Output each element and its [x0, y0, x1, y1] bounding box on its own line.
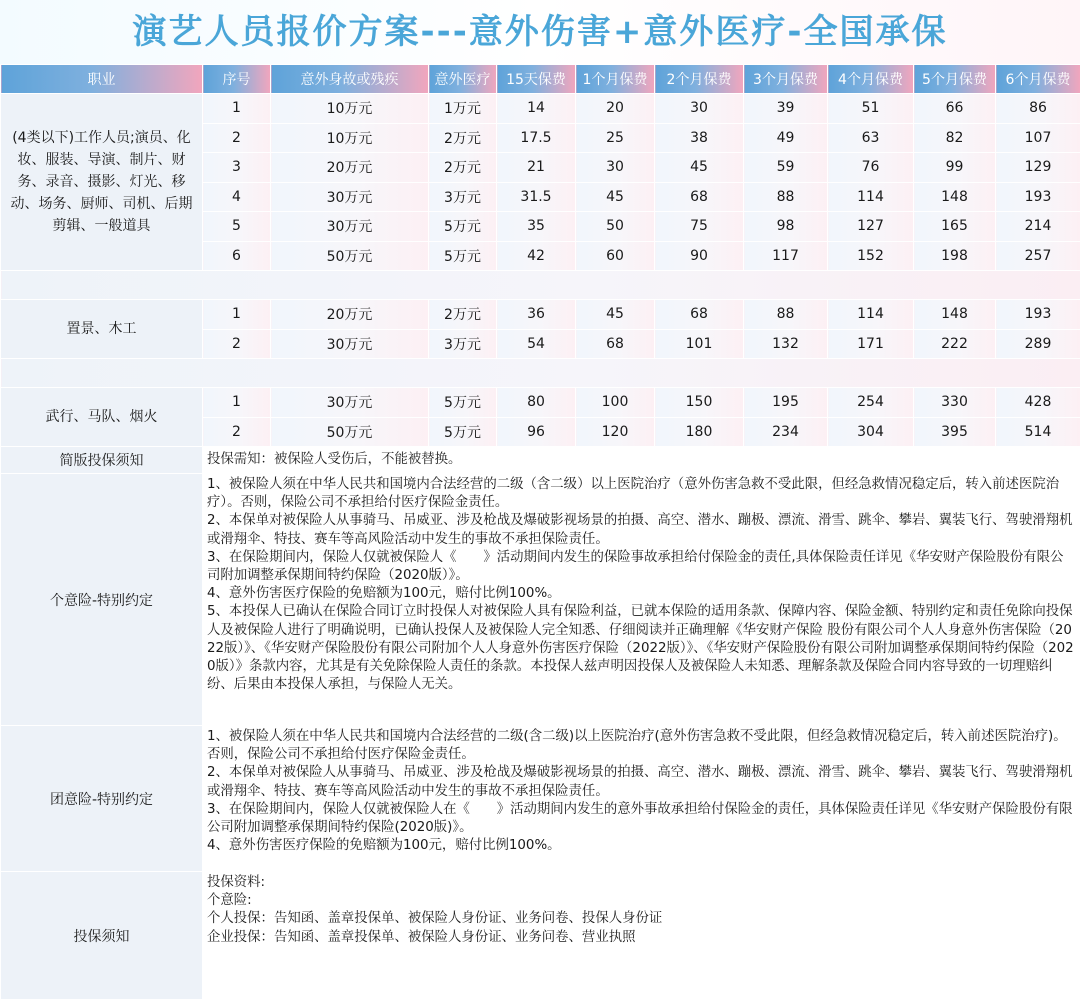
premium-5-months: 99: [914, 153, 996, 183]
medical-cell: 2万元: [429, 153, 497, 183]
row-index: 6: [203, 241, 271, 271]
death-disability-cell: 30万元: [271, 182, 429, 212]
premium-1-month: 30: [576, 153, 655, 183]
premium-15-days: 54: [497, 329, 576, 359]
note-line: 投保资料:: [207, 875, 266, 890]
note-line: 2、本保单对被保险人从事骑马、吊威亚、涉及枪战及爆破影视场景的拍摄、高空、潜水、蹦极、漂流、滑雪、跳伞、攀岩、翼装飞行、驾驶滑翔机或滑翔伞、特技、赛车等高风险活动中发生的事故不承担保险责任。: [207, 765, 1073, 799]
premium-3-months: 59: [744, 153, 828, 183]
death-disability-cell: 30万元: [271, 329, 429, 359]
premium-6-months: 129: [996, 153, 1080, 183]
premium-6-months: 428: [996, 388, 1080, 418]
spacer-cell: [1, 359, 1080, 388]
table-row: [1, 94, 1080, 124]
premium-2-months: 75: [655, 212, 744, 242]
group-special-terms-content: [203, 726, 1080, 872]
header-index: 序号: [203, 65, 271, 94]
premium-15-days: 14: [497, 94, 576, 124]
premium-3-months: 234: [744, 417, 828, 447]
death-disability-cell: 10万元: [271, 123, 429, 153]
premium-5-months: 198: [914, 241, 996, 271]
premium-3-months: 88: [744, 182, 828, 212]
table-row: [1, 388, 1080, 418]
premium-5-months: 148: [914, 182, 996, 212]
header-5-months: 5个月保费: [914, 65, 996, 94]
premium-3-months: 117: [744, 241, 828, 271]
death-disability-cell: 20万元: [271, 153, 429, 183]
premium-6-months: 86: [996, 94, 1080, 124]
note-line: 5、本投保人已确认在保险合同订立时投保人对被保险人具有保险利益，已就本保险的适用条款、保障内容、保险金额、特别约定和责任免除向投保人及被保险人进行了明确说明，已确认投保人及被保险人完全知悉、仔细阅读并正确理解《华安财产保险 股份有限公司个人人身意外伤害保险（2022版）》、《华安财产保险股份有限公司附加个人人身意外伤害医疗保险（2022版）》、《华安财产保险股份有限公司附加调整承保期间特约保险（2020版）》条款内容，尤其是有关免除保险人责任的条款。本投保人兹声明因投保人及被保险人未知悉、理解条款及保险合同内容导致的一切理赔纠纷、后果由本投保人承担，与保险人无关。: [207, 604, 1074, 693]
premium-5-months: 395: [914, 417, 996, 447]
spacer-row: [1, 359, 1080, 388]
premium-2-months: 45: [655, 153, 744, 183]
premium-15-days: 31.5: [497, 182, 576, 212]
premium-1-month: 50: [576, 212, 655, 242]
premium-2-months: 180: [655, 417, 744, 447]
brief-notice-content: [203, 447, 1080, 474]
premium-15-days: 21: [497, 153, 576, 183]
premium-2-months: 38: [655, 123, 744, 153]
premium-4-months: 76: [828, 153, 914, 183]
premium-2-months: 90: [655, 241, 744, 271]
premium-4-months: 63: [828, 123, 914, 153]
premium-15-days: 17.5: [497, 123, 576, 153]
note-line: 4、意外伤害医疗保险的免赔额为100元，赔付比例100%。: [207, 838, 561, 854]
premium-4-months: 114: [828, 182, 914, 212]
medical-cell: 5万元: [429, 241, 497, 271]
medical-cell: 2万元: [429, 123, 497, 153]
note-line: 4、意外伤害医疗保险的免赔额为100元，赔付比例100%。: [207, 586, 561, 602]
premium-4-months: 254: [828, 388, 914, 418]
death-disability-cell: 30万元: [271, 212, 429, 242]
note-line: 1、被保险人须在中华人民共和国境内合法经营的二级(含二级)以上医院治疗(意外伤害急救不受此限，但经急救情况稳定后，转入前述医院治疗)。否则，保险公司不承担给付医疗保险金责任。: [207, 729, 1067, 763]
premium-4-months: 51: [828, 94, 914, 124]
row-index: 1: [203, 388, 271, 418]
note-line: 3、在保险期间内，保险人仅就被保险人《 》活动期间内发生的保险事故承担给付保险金的责任,具体保险责任详见《华安财产保险股份有限公司附加调整承保期间特约保险（2020版）》。: [207, 549, 1064, 584]
death-disability-cell: 50万元: [271, 417, 429, 447]
premium-3-months: 132: [744, 329, 828, 359]
row-index: 2: [203, 123, 271, 153]
premium-3-months: 88: [744, 300, 828, 330]
premium-3-months: 39: [744, 94, 828, 124]
header-1-month: 1个月保费: [576, 65, 655, 94]
death-disability-cell: 20万元: [271, 300, 429, 330]
death-disability-cell: 30万元: [271, 388, 429, 418]
premium-6-months: 193: [996, 182, 1080, 212]
header-2-months: 2个月保费: [655, 65, 744, 94]
premium-6-months: 193: [996, 300, 1080, 330]
death-disability-cell: 50万元: [271, 241, 429, 271]
occupation-cell: 置景、木工: [1, 300, 203, 359]
premium-1-month: 100: [576, 388, 655, 418]
quote-table: [0, 64, 1080, 1000]
premium-1-month: 20: [576, 94, 655, 124]
medical-cell: 5万元: [429, 212, 497, 242]
row-index: 2: [203, 417, 271, 447]
premium-1-month: 25: [576, 123, 655, 153]
premium-5-months: 222: [914, 329, 996, 359]
premium-5-months: 165: [914, 212, 996, 242]
header-death-disability: 意外身故或残疾: [271, 65, 429, 94]
spacer-row: [1, 271, 1080, 300]
premium-3-months: 98: [744, 212, 828, 242]
premium-4-months: 152: [828, 241, 914, 271]
premium-2-months: 30: [655, 94, 744, 124]
premium-15-days: 80: [497, 388, 576, 418]
note-line: 企业投保：告知函、盖章投保单、被保险人身份证、业务问卷、营业执照: [207, 929, 636, 945]
medical-cell: 2万元: [429, 300, 497, 330]
header-3-months: 3个月保费: [744, 65, 828, 94]
group-special-terms-label: 团意险-特别约定: [1, 726, 203, 872]
occupation-cell: 武行、马队、烟火: [1, 388, 203, 447]
note-line: 3、在保险期间内，保险人仅就被保险人在《 》活动期间内发生的意外事故承担给付保险金的责任，具体保险责任详见《华安财产保险股份有限公司附加调整承保期间特约保险(2020版)》。: [207, 801, 1073, 836]
premium-4-months: 171: [828, 329, 914, 359]
note-row-application-notice: [1, 872, 1080, 1000]
row-index: 5: [203, 212, 271, 242]
premium-5-months: 66: [914, 94, 996, 124]
table-row: [1, 300, 1080, 330]
premium-3-months: 195: [744, 388, 828, 418]
spacer-cell: [1, 271, 1080, 300]
header-medical: 意外医疗: [429, 65, 497, 94]
premium-1-month: 60: [576, 241, 655, 271]
note-line: 个意险:: [207, 893, 252, 909]
premium-6-months: 214: [996, 212, 1080, 242]
premium-1-month: 45: [576, 300, 655, 330]
brief-notice-label: 简版投保须知: [1, 447, 203, 474]
premium-4-months: 114: [828, 300, 914, 330]
premium-2-months: 150: [655, 388, 744, 418]
medical-cell: 3万元: [429, 329, 497, 359]
row-index: 1: [203, 300, 271, 330]
premium-6-months: 289: [996, 329, 1080, 359]
application-notice-label: 投保须知: [1, 872, 203, 1000]
note-line: 2、本保单对被保险人从事骑马、吊威亚、涉及枪战及爆破影视场景的拍摄、高空、潜水、蹦极、漂流、滑雪、跳伞、攀岩、翼装飞行、驾驶滑翔机或滑翔伞、特技、赛车等高风险活动中发生的事故不承担保险责任。: [207, 513, 1073, 547]
personal-special-terms-label: 个意险-特别约定: [1, 474, 203, 726]
note-line: 投保需知：被保险人受伤后，不能被替换。: [207, 451, 462, 467]
premium-1-month: 120: [576, 417, 655, 447]
premium-6-months: 257: [996, 241, 1080, 271]
page-title: 演艺人员报价方案---意外伤害+意外医疗-全国承保: [0, 0, 1080, 64]
note-line: 个人投保：告知函、盖章投保单、被保险人身份证、业务问卷、投保人身份证: [207, 911, 663, 927]
row-index: 1: [203, 94, 271, 124]
table-header-row: [1, 65, 1080, 94]
premium-5-months: 82: [914, 123, 996, 153]
premium-3-months: 49: [744, 123, 828, 153]
note-row-group-special-terms: [1, 726, 1080, 872]
death-disability-cell: 10万元: [271, 94, 429, 124]
premium-1-month: 68: [576, 329, 655, 359]
premium-2-months: 68: [655, 182, 744, 212]
premium-4-months: 127: [828, 212, 914, 242]
note-row-brief-notice: [1, 447, 1080, 474]
premium-2-months: 101: [655, 329, 744, 359]
medical-cell: 1万元: [429, 94, 497, 124]
note-line: 1、被保险人须在中华人民共和国境内合法经营的二级（含二级）以上医院治疗（意外伤害急救不受此限，但经急救情况稳定后，转入前述医院治疗）。否则，保险公司不承担给付医疗保险金责任。: [207, 477, 1060, 511]
premium-6-months: 514: [996, 417, 1080, 447]
medical-cell: 3万元: [429, 182, 497, 212]
application-notice-content: [203, 872, 1080, 1000]
header-occupation: 职业: [1, 65, 203, 94]
header-4-months: 4个月保费: [828, 65, 914, 94]
header-15-days: 15天保费: [497, 65, 576, 94]
occupation-cell: (4类以下)工作人员;演员、化妆、服装、导演、制片、财务、录音、摄影、灯光、移动、场务、厨师、司机、后期剪辑、一般道具: [1, 94, 203, 271]
note-row-personal-special-terms: [1, 474, 1080, 726]
premium-15-days: 96: [497, 417, 576, 447]
row-index: 3: [203, 153, 271, 183]
medical-cell: 5万元: [429, 388, 497, 418]
row-index: 2: [203, 329, 271, 359]
premium-4-months: 304: [828, 417, 914, 447]
medical-cell: 5万元: [429, 417, 497, 447]
header-6-months: 6个月保费: [996, 65, 1080, 94]
row-index: 4: [203, 182, 271, 212]
premium-2-months: 68: [655, 300, 744, 330]
premium-5-months: 330: [914, 388, 996, 418]
premium-15-days: 36: [497, 300, 576, 330]
premium-1-month: 45: [576, 182, 655, 212]
premium-5-months: 148: [914, 300, 996, 330]
premium-6-months: 107: [996, 123, 1080, 153]
premium-15-days: 35: [497, 212, 576, 242]
personal-special-terms-content: [203, 474, 1080, 726]
premium-15-days: 42: [497, 241, 576, 271]
